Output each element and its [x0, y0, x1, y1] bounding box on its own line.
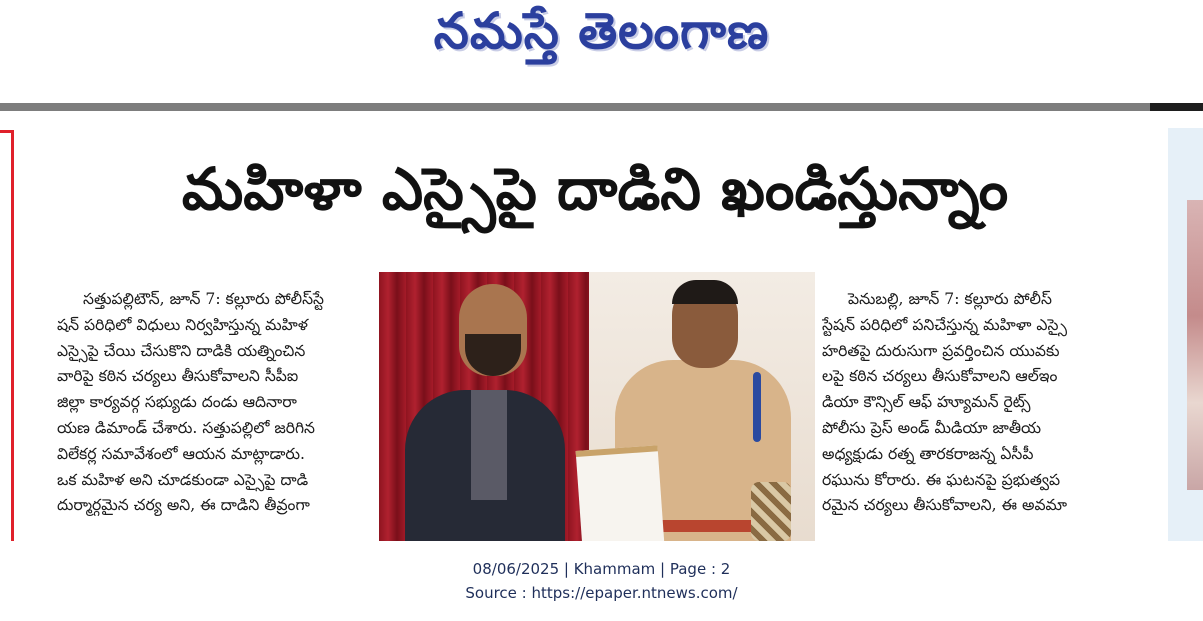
masthead-rule-end	[1150, 103, 1203, 111]
article-right-column	[822, 287, 1157, 519]
newspaper-logo: నమస్తే తెలంగాణ	[433, 2, 770, 60]
text-line: పెనుబల్లి, జూన్ 7: కల్లూరు పోలీస్	[848, 290, 1052, 308]
left-accent-tick	[0, 130, 14, 133]
text-line: వారిపై కఠిన చర్యలు తీసుకోవాలని సీపీఐ	[57, 367, 299, 386]
text-line: దుర్మార్గమైన చర్య అని, ఈ దాడిని తీవ్రంగా	[57, 496, 310, 515]
masthead-rule	[0, 103, 1150, 111]
epaper-footer	[0, 557, 1203, 605]
text-line: పోలీసు ప్రెస్ అండ్ మీడియా జాతీయ	[822, 418, 1042, 437]
article-left-column	[57, 287, 373, 519]
photo-garland	[751, 482, 791, 541]
text-line: హరితపై దురుసుగా ప్రవర్తించిన యువకు	[822, 341, 1060, 360]
text-line: డియా కౌన్సిల్ ఆఫ్ హ్యూమన్ రైట్స్	[822, 393, 1031, 412]
text-line: విలేకర్ల సమావేశంలో ఆయన మాట్లాడారు.	[57, 444, 305, 463]
text-line: రఘును కోరారు. ఈ ఘటనపై ప్రభుత్వప	[822, 470, 1061, 489]
article-photo	[379, 272, 815, 541]
left-accent-bar	[0, 130, 14, 541]
text-line: ఒక మహిళ అని చూడకుండా ఎస్సైపై దాడి	[57, 470, 309, 489]
photo-person-left-shirt	[471, 390, 507, 500]
edition-info: 08/06/2025 | Khammam | Page : 2	[472, 560, 731, 578]
text-line: షన్ పరిధిలో విధులు నిర్వహిస్తున్న మహిళ	[57, 315, 308, 334]
article-headline: మహిళా ఎస్సైపై దాడిని ఖండిస్తున్నాం	[181, 155, 1009, 223]
photo-memorandum	[576, 445, 665, 541]
text-line: స్టేషన్ పరిధిలో పనిచేస్తున్న మహిళా ఎస్సై	[822, 315, 1067, 334]
masthead	[0, 0, 1203, 100]
text-line: జిల్లా కార్యవర్గ సభ్యుడు దండు ఆదినారా	[57, 393, 297, 412]
adjacent-article-photo	[1187, 200, 1203, 490]
photo-officer-hair	[672, 280, 738, 304]
text-line: అధ్యక్షుడు రత్న తారకరాజన్న ఏసీపీ	[822, 444, 1034, 463]
text-line: యణ డిమాండ్ చేశారు. సత్తుపల్లిలో జరిగిన	[57, 418, 316, 437]
text-line: రమైన చర్యలు తీసుకోవాలని, ఈ అవమా	[822, 496, 1068, 515]
source-link[interactable]: Source : https://epaper.ntnews.com/	[465, 584, 738, 602]
text-line: ఎస్సైపై చేయి చేసుకొని దాడికి యత్నించిన	[57, 341, 306, 360]
text-line: లపై కఠిన చర్యలు తీసుకోవాలని ఆల్ఇం	[822, 367, 1058, 386]
photo-officer-lanyard	[753, 372, 761, 442]
text-line: సత్తుపల్లిటౌన్, జూన్ 7: కల్లూరు పోలీస్‌స్టే	[83, 290, 324, 308]
